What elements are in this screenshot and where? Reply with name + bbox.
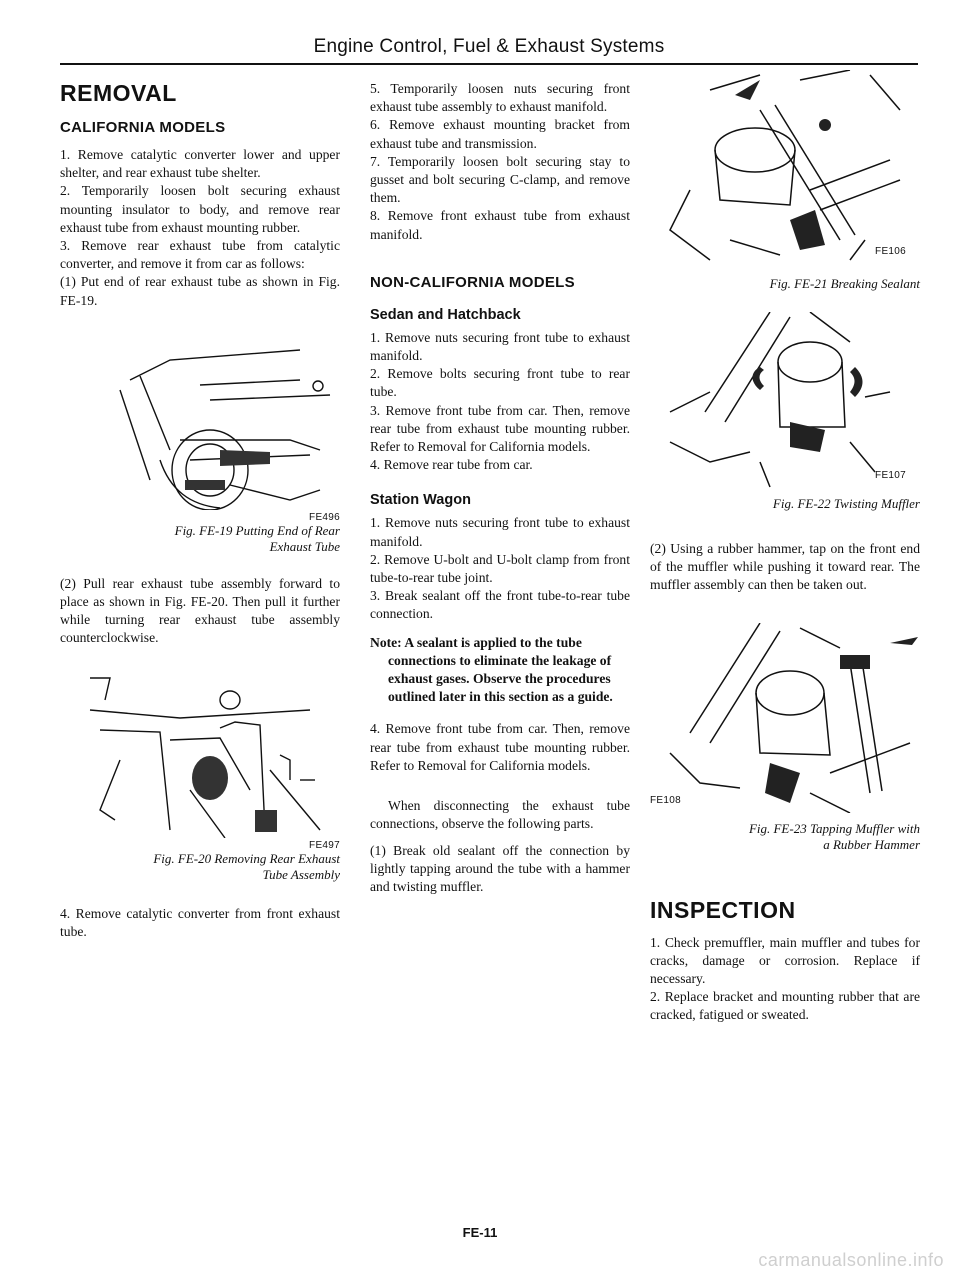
step-8: 8. Remove front exhaust tube from exhaust manifold. xyxy=(370,208,630,242)
column-3 xyxy=(650,70,920,1025)
figure-fe20 xyxy=(60,670,340,838)
header-rule xyxy=(60,63,918,65)
inspection-heading: INSPECTION xyxy=(650,896,796,923)
fe19-code: FE496 xyxy=(309,511,340,523)
fe23-caption-1: Fig. FE-23 Tapping Muffler with xyxy=(748,820,920,836)
figure-fe21 xyxy=(650,70,920,270)
inspection-step-2: 2. Replace bracket and mounting rubber that are cracked, fatigued or sweated. xyxy=(650,989,920,1023)
wagon-heading: Station Wagon xyxy=(370,492,471,509)
watermark: carmanualsonline.info xyxy=(758,1250,944,1270)
disconnect-intro: When disconnecting the exhaust tube connections, observe the following parts. xyxy=(370,798,630,832)
step-3-2: (2) Pull rear exhaust tube assembly forward to place as shown in Fig. FE-20. Then pull it further while turning rear exhaust tube assembly counterclockwise. xyxy=(60,575,340,646)
step-6: 6. Remove exhaust mounting bracket from exhaust tube and transmission. xyxy=(370,117,630,151)
wagon-step-4: 4. Remove front tube from car. Then, remove rear tube from exhaust tube mounting rubber. Refer to Removal for California models. xyxy=(370,721,630,773)
step-3-1: (1) Put end of rear exhaust tube as shown in Fig. FE-19. xyxy=(60,274,340,308)
page-number: FE-11 xyxy=(462,1225,498,1240)
note-body: connections to eliminate the leakage of exhaust gases. Observe the procedures outlined later in this section as a guide. xyxy=(388,652,613,705)
figure-fe22 xyxy=(650,312,920,492)
fe20-caption-2: Tube Assembly xyxy=(262,866,340,882)
fe19-caption-1: Fig. FE-19 Putting End of Rear xyxy=(174,522,340,538)
figure-fe23 xyxy=(650,623,920,813)
step-5: 5. Temporarily loosen nuts securing front exhaust tube assembly to exhaust manifold. xyxy=(370,81,630,115)
fe19-illustration xyxy=(60,340,340,510)
step-1: 1. Remove catalytic converter lower and upper shelter, and rear exhaust tube shelter. xyxy=(60,147,340,181)
non-california-heading: NON-CALIFORNIA MODELS xyxy=(370,273,575,291)
fe22-caption: Fig. FE-22 Twisting Muffler xyxy=(772,496,920,511)
note-first-line: A sealant is applied to the tube xyxy=(404,634,582,650)
step-2: 2. Temporarily loosen bolt securing exhaust mounting insulator to body, and remove rear exhaust tube from exhaust mounting rubber. xyxy=(60,183,340,235)
inspection-step-1: 1. Check premuffler, main muffler and tubes for cracks, damage or corrosion. Replace if necessary. xyxy=(650,934,920,987)
step-7: 7. Temporarily loosen bolt securing stay to gusset and bolt securing C-clamp, and remove them. xyxy=(370,153,630,206)
fe21-caption: Fig. FE-21 Breaking Sealant xyxy=(769,276,920,291)
column-2 xyxy=(370,80,630,896)
fe23-caption-2: a Rubber Hammer xyxy=(823,836,920,852)
hammer-step: (2) Using a rubber hammer, tap on the front end of the muffler while pushing it toward rear. The muffler assembly can then be taken out. xyxy=(650,541,920,593)
break-sealant-step: (1) Break old sealant off the connection by lightly tapping around the tube with a hammer and twisting muffler. xyxy=(370,842,630,894)
fe21-illustration xyxy=(650,70,920,270)
california-heading: CALIFORNIA MODELS xyxy=(60,119,226,136)
sealant-note xyxy=(370,634,630,707)
removal-heading: REMOVAL xyxy=(60,80,177,106)
wagon-step-1: 1. Remove nuts securing front tube to exhaust manifold. xyxy=(370,515,630,549)
column-1 xyxy=(60,80,340,941)
sedan-step-3: 3. Remove front tube from car. Then, remove rear tube from exhaust tube mounting rubber. Refer to Removal for California models. xyxy=(370,402,630,455)
fe22-code: FE107 xyxy=(875,470,906,481)
note-label: Note: xyxy=(370,634,402,650)
sedan-step-1: 1. Remove nuts securing front tube to exhaust manifold. xyxy=(370,329,630,364)
fe23-illustration xyxy=(650,623,920,813)
sedan-heading: Sedan and Hatchback xyxy=(370,306,521,323)
step-3: 3. Remove rear exhaust tube from catalytic converter, and remove it from car as follows: xyxy=(60,238,340,272)
fe20-caption-1: Fig. FE-20 Removing Rear Exhaust xyxy=(153,850,340,866)
fe20-illustration xyxy=(60,670,340,838)
wagon-step-3: 3. Break sealant off the front tube-to-rear tube connection. xyxy=(370,588,630,622)
wagon-step-2: 2. Remove U-bolt and U-bolt clamp from front tube-to-rear tube joint. xyxy=(370,551,630,586)
fe20-code: FE497 xyxy=(309,839,340,851)
fe22-illustration xyxy=(650,312,920,492)
page-header: Engine Control, Fuel & Exhaust Systems xyxy=(313,36,665,57)
fe21-code: FE106 xyxy=(875,246,906,257)
figure-fe19 xyxy=(60,340,340,510)
fe19-caption-2: Exhaust Tube xyxy=(269,538,340,554)
sedan-step-2: 2. Remove bolts securing front tube to rear tube. xyxy=(370,366,630,400)
fe23-code: FE108 xyxy=(650,794,681,806)
step-4: 4. Remove catalytic converter from front exhaust tube. xyxy=(60,905,340,939)
sedan-step-4: 4. Remove rear tube from car. xyxy=(370,457,533,473)
